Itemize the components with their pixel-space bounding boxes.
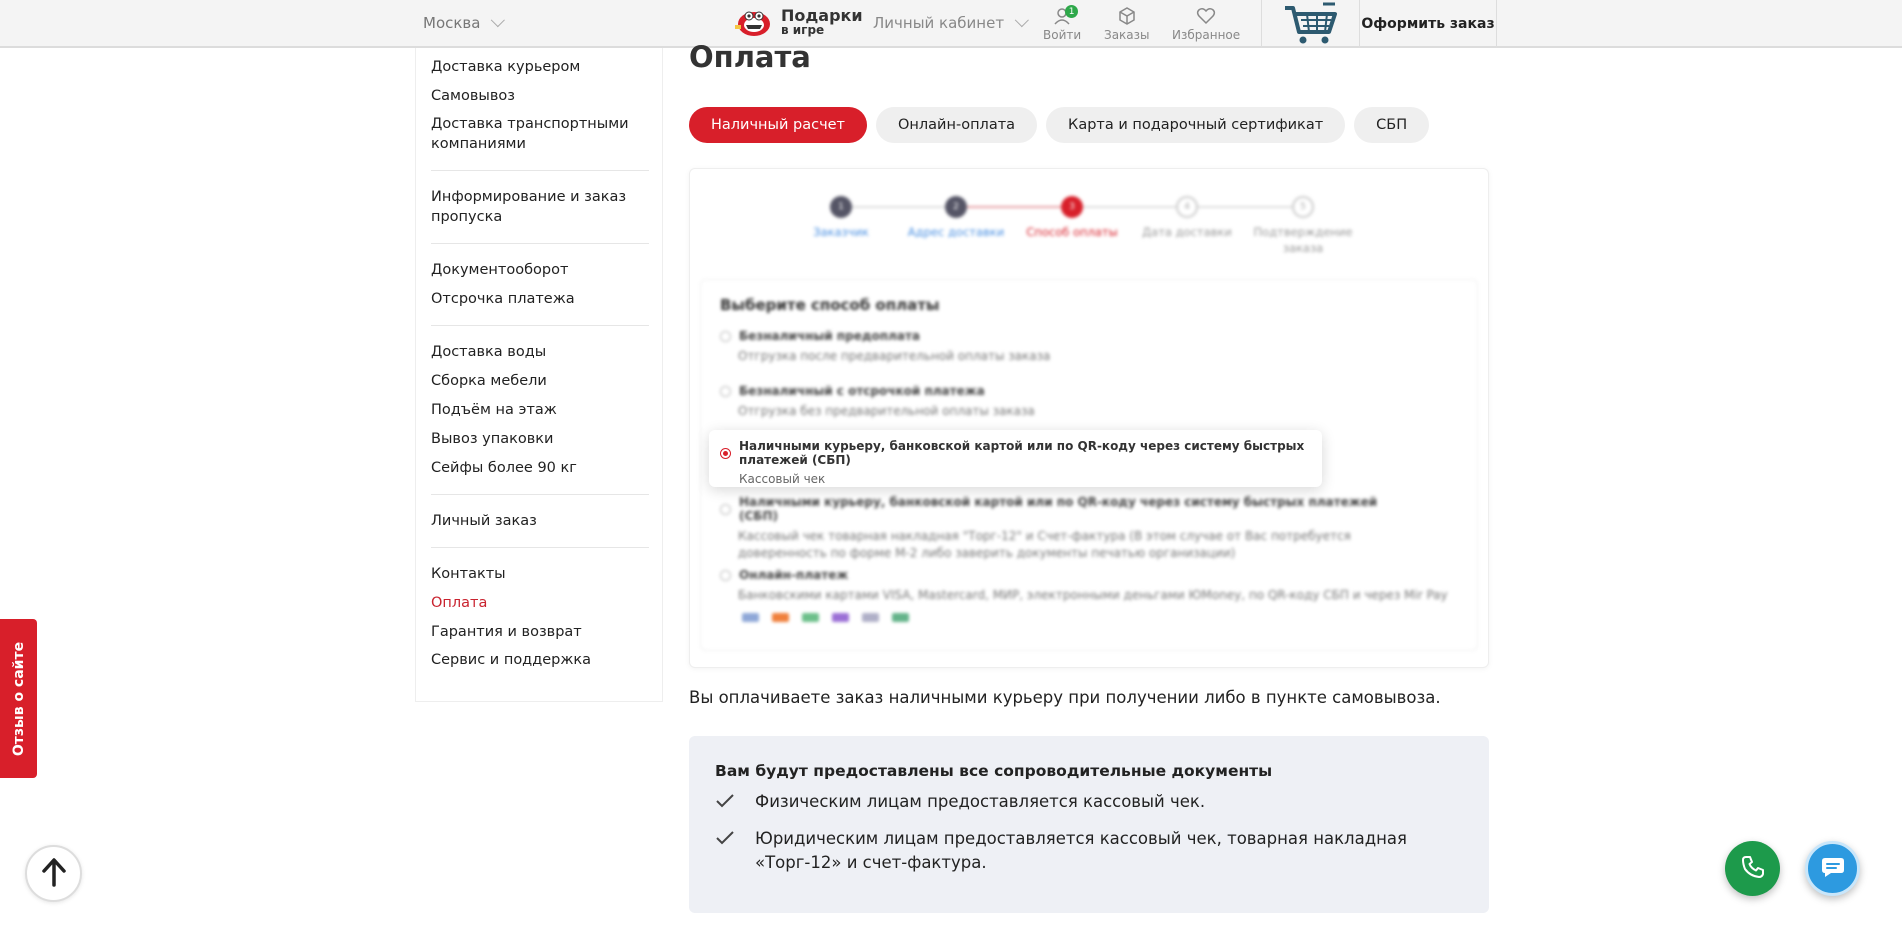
login-label: Войти	[1043, 28, 1082, 42]
sidebar-item-pickup[interactable]: Самовывоз	[431, 88, 515, 104]
document-item-text: Физическим лицам предоставляется кассовый чек.	[755, 792, 1206, 811]
step-payment	[1012, 196, 1132, 240]
radio-selected-icon	[720, 448, 731, 459]
tab-online[interactable]: Онлайн-оплата	[876, 107, 1037, 143]
step-dot: 5	[1292, 196, 1314, 218]
header-divider	[1261, 0, 1262, 48]
sidebar-item-safes[interactable]: Сейфы более 90 кг	[431, 460, 577, 476]
mirpay-icon	[892, 613, 909, 622]
chevron-down-icon	[1015, 13, 1029, 27]
sidebar-item-contacts[interactable]: Контакты	[431, 566, 506, 582]
personal-cabinet-label: Личный кабинет	[873, 14, 1005, 32]
visa-icon	[742, 613, 759, 622]
radio-icon	[720, 331, 731, 342]
sidebar-item-documents[interactable]: Документооборот	[431, 262, 569, 278]
sidebar-item-payment[interactable]: Оплата	[431, 595, 488, 611]
tab-cash[interactable]: Наличный расчет	[689, 107, 867, 143]
cart-icon[interactable]	[1283, 2, 1339, 50]
chevron-down-icon	[491, 13, 505, 27]
arrow-up-icon	[41, 857, 67, 891]
mastercard-icon	[772, 613, 789, 622]
payment-option	[720, 495, 1420, 562]
step-label: Подтверждение заказа	[1253, 225, 1353, 255]
step-date	[1127, 196, 1247, 240]
sidebar-item-service[interactable]: Сервис и поддержка	[431, 652, 592, 668]
step-dot: 1	[830, 196, 852, 218]
yumoney-icon	[832, 613, 849, 622]
sidebar-divider	[431, 494, 649, 495]
sidebar-divider	[431, 325, 649, 326]
feedback-tab-label: Отзыв о сайте	[10, 641, 27, 756]
sidebar-item-assembly[interactable]: Сборка мебели	[431, 373, 547, 389]
option-description: Отгрузка после предварительной оплаты заказа	[738, 349, 1051, 363]
option-description: Кассовый чек товарная накладная "Торг-12" и Счет-фактура (В этом случае от Вас потребуется доверенность по форме М-2 либо заверить документы печатью организации)	[738, 529, 1351, 560]
checkout-steps	[690, 196, 1488, 276]
checkmark-icon	[715, 790, 741, 816]
step-dot: 2	[945, 196, 967, 218]
tab-sbp[interactable]: СБП	[1354, 107, 1429, 143]
step-label: Способ оплаты	[1026, 225, 1118, 239]
login-button[interactable]	[1043, 6, 1081, 42]
chat-button[interactable]	[1805, 841, 1860, 896]
radio-icon	[720, 386, 731, 397]
orders-label: Заказы	[1104, 28, 1150, 42]
checkmark-icon	[715, 827, 741, 875]
chat-icon	[1820, 854, 1846, 884]
option-title: Наличными курьеру, банковской картой или по QR-коду через систему быстрых платежей (СБП)	[739, 495, 1378, 523]
city-label: Москва	[423, 14, 481, 32]
option-title: Безналичный предоплата	[739, 329, 920, 343]
scroll-to-top-button[interactable]	[25, 845, 82, 902]
payment-description: Вы оплачиваете заказ наличными курьеру при получении либо в пункте самовывоза.	[689, 688, 1441, 707]
tab-card-certificate[interactable]: Карта и подарочный сертификат	[1046, 107, 1345, 143]
payment-tabs	[689, 107, 1429, 143]
option-title: Онлайн-платеж	[739, 568, 849, 582]
city-selector[interactable]	[423, 14, 500, 32]
list-item	[715, 827, 1463, 875]
document-item-text: Юридическим лицам предоставляется кассовый чек, товарная накладная «Торг-12» и счет-фактура.	[755, 829, 1407, 872]
payment-option	[720, 384, 1035, 420]
option-description: Кассовый чек	[739, 472, 826, 486]
user-icon	[1052, 6, 1075, 26]
page-title: Оплата	[689, 40, 811, 74]
checkout-button[interactable]: Оформить заказ	[1359, 0, 1497, 48]
site-logo[interactable]	[733, 5, 863, 39]
step-confirm	[1243, 196, 1363, 256]
favorites-button[interactable]	[1172, 6, 1240, 42]
orders-icon	[1117, 6, 1137, 26]
sidebar-divider	[431, 547, 649, 548]
step-label: Дата доставки	[1142, 225, 1232, 239]
documents-title: Вам будут предоставлены все сопроводительные документы	[715, 762, 1273, 780]
option-title: Наличными курьеру, банковской картой или по QR-коду через систему быстрых платежей (СБП)	[739, 439, 1305, 467]
sidebar-item-packaging[interactable]: Вывоз упаковки	[431, 431, 554, 447]
option-title: Безналичный с отсрочкой платежа	[739, 384, 985, 398]
sidebar-item-lift[interactable]: Подъём на этаж	[431, 402, 557, 418]
sidebar-group-delivery	[416, 57, 662, 154]
sidebar	[415, 48, 663, 702]
list-item	[715, 790, 1463, 816]
sidebar-item-warranty[interactable]: Гарантия и возврат	[431, 624, 582, 640]
sidebar-divider	[431, 170, 649, 171]
orders-button[interactable]	[1104, 6, 1150, 42]
step-customer	[781, 196, 901, 240]
header	[0, 0, 1902, 48]
logo-title: Подарки	[781, 5, 863, 25]
option-description: Отгрузка без предварительной оплаты заказа	[738, 404, 1035, 418]
phone-icon	[1740, 854, 1766, 884]
sidebar-item-courier[interactable]: Доставка курьером	[431, 59, 581, 75]
sidebar-item-water[interactable]: Доставка воды	[431, 344, 547, 360]
sidebar-divider	[431, 243, 649, 244]
call-button[interactable]	[1725, 841, 1780, 896]
radio-icon	[720, 504, 731, 515]
sidebar-item-pass[interactable]: Информирование и заказ пропуска	[431, 189, 627, 225]
documents-info-box	[689, 736, 1489, 913]
radio-icon	[720, 570, 731, 581]
favorites-label: Избранное	[1172, 28, 1241, 42]
payment-option	[720, 568, 1460, 604]
personal-cabinet-menu[interactable]	[873, 14, 1024, 32]
logo-subtitle: в игре	[781, 23, 825, 38]
sbp-icon	[862, 613, 879, 622]
checkout-illustration	[689, 168, 1489, 668]
sidebar-item-deferred-payment[interactable]: Отсрочка платежа	[431, 291, 575, 307]
payment-system-logos	[742, 613, 909, 622]
step-dot: 3	[1061, 196, 1083, 218]
heart-icon	[1196, 6, 1216, 26]
step-label: Заказчик	[813, 225, 869, 239]
payment-option-highlighted	[709, 430, 1322, 487]
mir-icon	[802, 613, 819, 622]
payment-method-title: Выберите способ оплаты	[720, 296, 940, 314]
feedback-tab[interactable]	[0, 619, 37, 778]
step-dot: 4	[1176, 196, 1198, 218]
option-description: Банковскими картами VISA, Mastercard, МИР, электронными деньгами ЮMoney, по QR-коду СБП и через Mir Pay	[738, 588, 1448, 602]
payment-option	[720, 329, 1050, 365]
logo-mascot-icon	[733, 5, 773, 39]
sidebar-item-personal-order[interactable]: Личный заказ	[431, 513, 537, 529]
login-badge: 1	[1065, 5, 1078, 18]
step-label: Адрес доставки	[907, 225, 1005, 239]
sidebar-item-transport[interactable]: Доставка транспортными компаниями	[431, 116, 629, 152]
step-address	[896, 196, 1016, 240]
